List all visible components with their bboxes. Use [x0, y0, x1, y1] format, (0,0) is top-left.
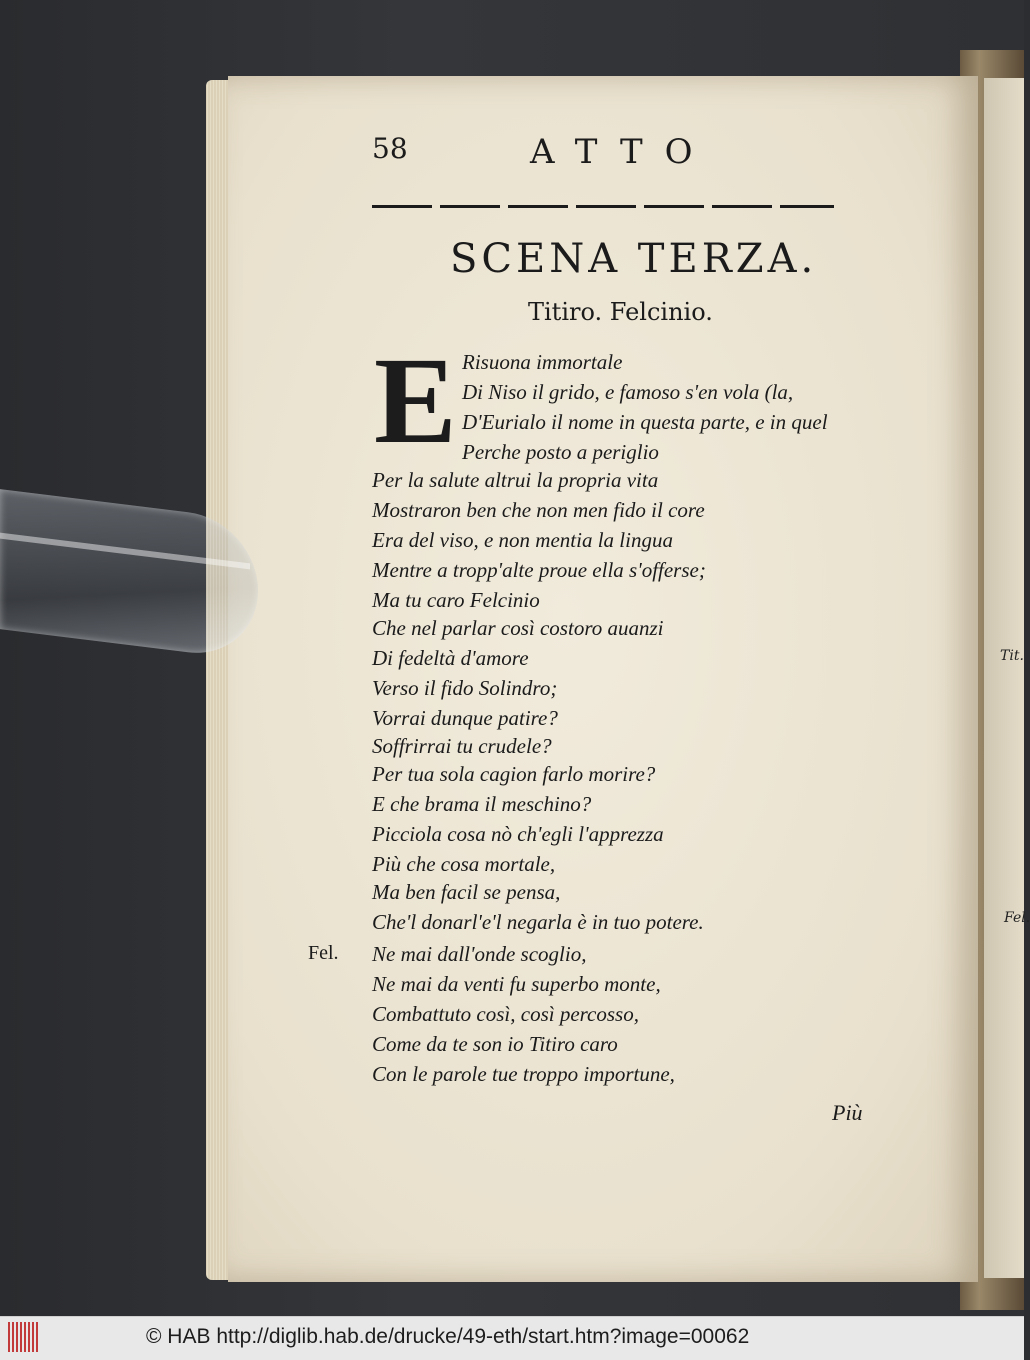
verse-line: Perche posto a periglio [462, 440, 659, 464]
scene-title: SCENA TERZA. [450, 236, 818, 282]
verse-line: Soffrirrai tu crudele? [372, 734, 552, 758]
verse-line: Che'l donarl'e'l negarla è in tuo potere. [372, 910, 704, 934]
verse-line: Che nel parlar così costoro auanzi [372, 616, 664, 640]
verse-line: Con le parole tue troppo importune, [372, 1062, 675, 1086]
verse-line: Picciola cosa nò ch'egli l'apprezza [372, 822, 664, 846]
verse-line: Ma tu caro Felcinio [372, 588, 540, 612]
page-number: 58 [372, 132, 408, 165]
verse-line: Vorrai dunque patire? [372, 706, 558, 730]
character-list: Titiro. Felcinio. [528, 298, 713, 326]
drop-cap: E [374, 332, 457, 469]
verse-line: D'Eurialo il nome in questa parte, e in quel [462, 410, 828, 434]
running-title: ATTO [530, 132, 715, 172]
verse-line: Verso il fido Solindro; [372, 676, 558, 700]
verse-line: Ne mai da venti fu superbo monte, [372, 972, 661, 996]
verse-line: Combattuto così, così percosso, [372, 1002, 639, 1026]
verse-line: Di fedeltà d'amore [372, 646, 529, 670]
verse-line: Risuona immortale [462, 350, 623, 374]
verse-line: Mentre a tropp'alte proue ella s'offerse; [372, 558, 706, 582]
copyright-notice: © HAB http://diglib.hab.de/drucke/49-eth/start.htm?image=00062 [146, 1325, 750, 1348]
verse-line: Per la salute altrui la propria vita [372, 468, 659, 492]
running-head [372, 132, 742, 172]
facing-page [984, 78, 1024, 1278]
verse-line: Come da te son io Titiro caro [372, 1032, 618, 1056]
verse-line: E che brama il meschino? [372, 792, 592, 816]
facing-margin-fel: Fel. [1004, 910, 1030, 926]
facing-margin-tit: Tit. [1000, 648, 1024, 664]
speaker-label-fel: Fel. [308, 942, 339, 964]
verse-line: Di Niso il grido, e famoso s'en vola (la, [462, 380, 794, 404]
verse-line: Mostraron ben che non men fido il core [372, 498, 705, 522]
header-rule [372, 205, 834, 208]
hab-logo-icon [8, 1322, 38, 1352]
verse-line: Più che cosa mortale, [372, 852, 556, 876]
verse-line: Ma ben facil se pensa, [372, 880, 561, 904]
verse-line: Era del viso, e non mentia la lingua [372, 528, 673, 552]
verse-line: Ne mai dall'onde scoglio, [372, 942, 587, 966]
catchword: Più [832, 1100, 863, 1125]
verse-line: Per tua sola cagion farlo morire? [372, 762, 656, 786]
